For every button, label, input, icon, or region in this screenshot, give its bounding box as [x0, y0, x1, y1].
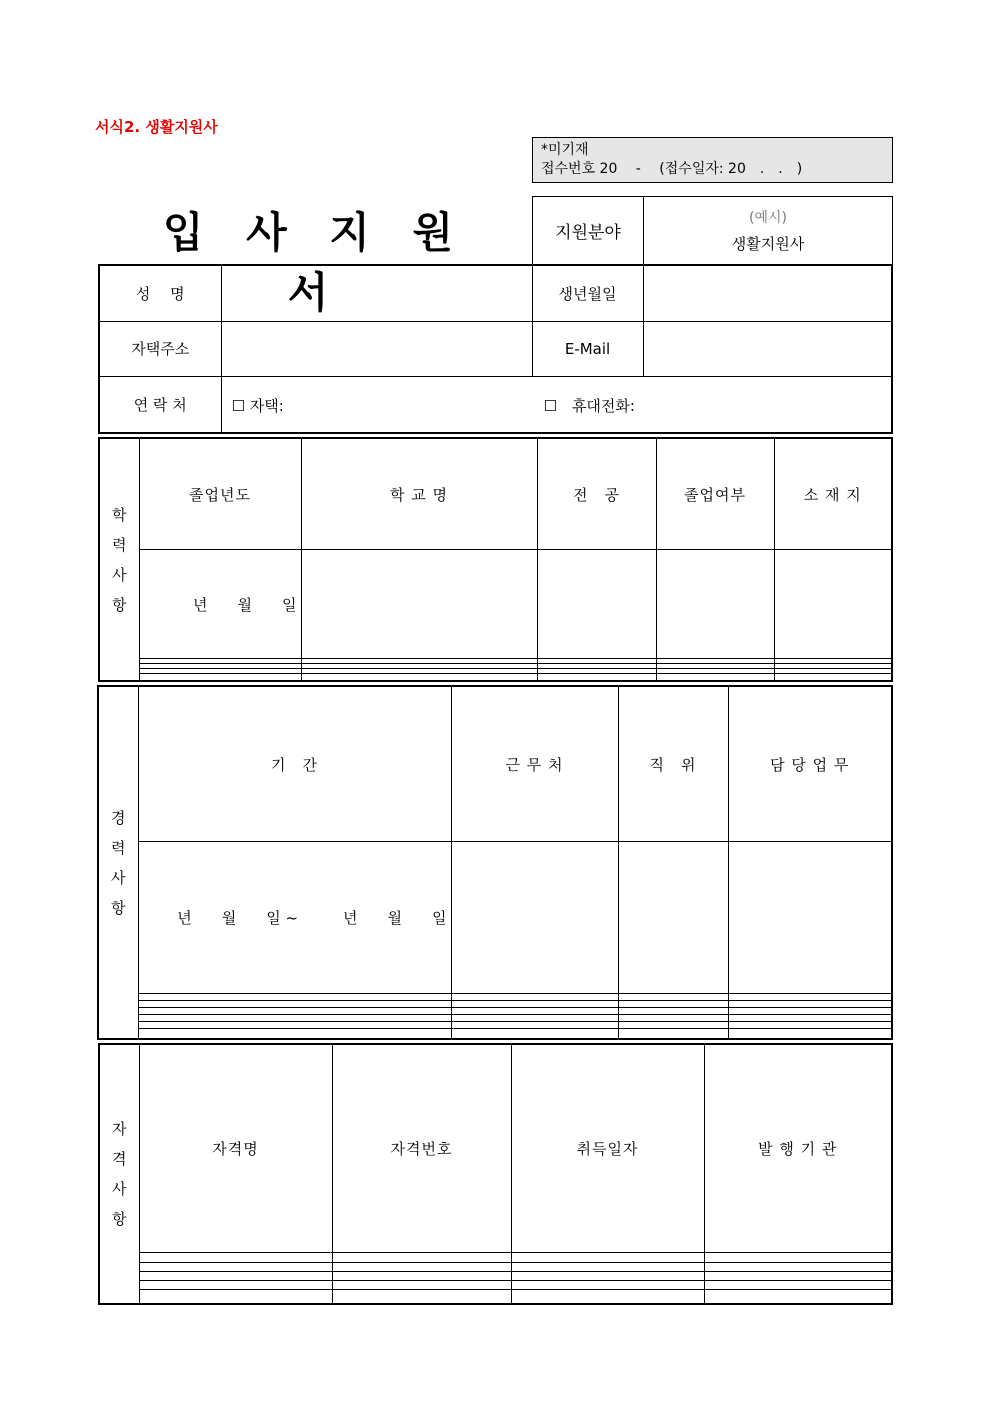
- table-cell[interactable]: [511, 1290, 704, 1304]
- table-cell[interactable]: [139, 1281, 332, 1290]
- side-label-char: 자: [112, 1120, 127, 1138]
- address-label: 자택주소: [99, 321, 221, 376]
- table-cell[interactable]: [451, 1029, 618, 1040]
- column-header: 기 간: [138, 686, 451, 842]
- apply-field-table: [532, 196, 893, 265]
- side-label-char: 사: [112, 565, 127, 584]
- table-cell[interactable]: [704, 1271, 892, 1280]
- table-cell[interactable]: [511, 1271, 704, 1280]
- email-field[interactable]: [643, 321, 892, 376]
- receipt-box: [532, 137, 893, 183]
- table-row: [98, 1015, 892, 1022]
- table-cell[interactable]: [138, 1029, 451, 1040]
- column-header: 자격번호: [332, 1044, 511, 1253]
- date-hint: 년 월 일: [193, 595, 297, 614]
- table-cell[interactable]: [704, 1262, 892, 1271]
- table-cell[interactable]: [656, 673, 774, 681]
- name-label: 성 명: [99, 265, 221, 321]
- side-label-char: 사: [111, 868, 126, 887]
- table-cell[interactable]: [774, 673, 892, 681]
- table-cell[interactable]: [139, 1253, 332, 1262]
- header-row: [99, 1044, 892, 1253]
- table-cell[interactable]: [332, 1290, 511, 1304]
- section-side-label: [99, 438, 139, 681]
- contact-field[interactable]: [221, 377, 892, 433]
- column-header: 근 무 처: [451, 686, 618, 842]
- personal-info-table: [98, 264, 893, 434]
- apply-field-value: 생활지원사: [731, 235, 805, 253]
- table-cell[interactable]: [618, 1008, 728, 1015]
- side-label-char: 력: [111, 838, 126, 857]
- table-row: [99, 550, 892, 659]
- table-cell[interactable]: [138, 1015, 451, 1022]
- table-cell[interactable]: [332, 1281, 511, 1290]
- table-cell[interactable]: [728, 1022, 892, 1029]
- table-cell[interactable]: [451, 1015, 618, 1022]
- receipt-number: 접수번호 20 - (접수일자: 20 . . ): [541, 161, 803, 177]
- table-row: [98, 1029, 892, 1040]
- table-cell[interactable]: [728, 1015, 892, 1022]
- receipt-note: *미기재: [541, 142, 589, 158]
- table-cell[interactable]: [618, 842, 728, 994]
- date-hint: 년 월 일 ~ 년 월 일: [177, 909, 447, 928]
- column-header: 소 재 지: [774, 438, 892, 550]
- table-row: [98, 994, 892, 1001]
- table-cell[interactable]: [138, 1008, 451, 1015]
- table-row: [99, 1253, 892, 1262]
- table-cell[interactable]: [139, 550, 301, 659]
- form-label: 서식2. 생활지원사: [95, 118, 218, 136]
- table-cell[interactable]: [704, 1281, 892, 1290]
- table-cell[interactable]: [451, 994, 618, 1001]
- table-cell[interactable]: [138, 842, 451, 994]
- table-cell[interactable]: [332, 1271, 511, 1280]
- address-field[interactable]: [221, 321, 532, 376]
- side-label-char: 항: [112, 1210, 127, 1228]
- table-cell[interactable]: [728, 1029, 892, 1040]
- column-header: 졸업년도: [139, 438, 301, 550]
- table-cell[interactable]: [301, 673, 537, 681]
- contact-label: 연 락 처: [99, 377, 221, 433]
- table-cell[interactable]: [511, 1253, 704, 1262]
- education-table: [98, 437, 893, 682]
- column-header: 발 행 기 관: [704, 1044, 892, 1253]
- birth-label: 생년월일: [532, 265, 643, 321]
- table-cell[interactable]: [138, 994, 451, 1001]
- column-header: 학 교 명: [301, 438, 537, 550]
- section-side-label: [99, 1044, 139, 1304]
- table-row: [98, 1001, 892, 1008]
- table-cell[interactable]: [511, 1281, 704, 1290]
- table-row: [98, 1022, 892, 1029]
- table-cell[interactable]: [728, 842, 892, 994]
- table-cell[interactable]: [332, 1262, 511, 1271]
- table-cell[interactable]: [537, 550, 656, 659]
- table-cell[interactable]: [774, 550, 892, 659]
- table-cell[interactable]: [451, 1022, 618, 1029]
- table-row: [99, 673, 892, 681]
- table-cell[interactable]: [618, 1029, 728, 1040]
- table-cell[interactable]: [138, 1022, 451, 1029]
- side-label-char: 항: [111, 898, 126, 917]
- table-cell[interactable]: [656, 550, 774, 659]
- header-row: [98, 686, 892, 842]
- column-header: 직 위: [618, 686, 728, 842]
- table-cell[interactable]: [728, 1001, 892, 1008]
- table-row: [99, 1262, 892, 1271]
- column-header: 담 당 업 무: [728, 686, 892, 842]
- column-header: 전 공: [537, 438, 656, 550]
- table-cell[interactable]: [618, 1015, 728, 1022]
- header-row: [99, 438, 892, 550]
- column-header: 졸업여부: [656, 438, 774, 550]
- certificates-table: [98, 1043, 893, 1305]
- column-header: 취득일자: [511, 1044, 704, 1253]
- table-cell[interactable]: [451, 842, 618, 994]
- apply-field-example: (예시): [749, 210, 787, 226]
- column-header: 자격명: [139, 1044, 332, 1253]
- table-cell[interactable]: [139, 1262, 332, 1271]
- table-cell[interactable]: [704, 1253, 892, 1262]
- table-cell[interactable]: [139, 1271, 332, 1280]
- career-table: [97, 685, 893, 1040]
- table-cell[interactable]: [138, 1001, 451, 1008]
- birth-field[interactable]: [643, 265, 892, 321]
- table-row: [98, 1008, 892, 1015]
- side-label-char: 항: [112, 595, 127, 614]
- apply-field-label: 지원분야: [533, 197, 644, 265]
- table-cell[interactable]: [301, 550, 537, 659]
- table-cell[interactable]: [511, 1262, 704, 1271]
- table-cell[interactable]: [728, 1008, 892, 1015]
- table-cell[interactable]: [728, 994, 892, 1001]
- table-cell[interactable]: [618, 994, 728, 1001]
- table-cell[interactable]: [537, 673, 656, 681]
- side-label-char: 격: [112, 1150, 127, 1168]
- side-label-char: 학: [112, 505, 127, 524]
- table-cell[interactable]: [618, 1022, 728, 1029]
- table-cell[interactable]: [451, 1001, 618, 1008]
- table-row: [99, 1290, 892, 1304]
- table-row: [98, 842, 892, 994]
- side-label-char: 력: [112, 535, 127, 554]
- email-label: E-Mail: [532, 321, 643, 376]
- name-field[interactable]: [221, 265, 532, 321]
- table-row: [99, 1281, 892, 1290]
- table-cell[interactable]: [451, 1008, 618, 1015]
- side-label-char: 경: [111, 808, 126, 827]
- table-cell[interactable]: [618, 1001, 728, 1008]
- table-cell[interactable]: [139, 673, 301, 681]
- section-side-label: [98, 686, 138, 1039]
- table-cell[interactable]: [332, 1253, 511, 1262]
- table-cell[interactable]: [139, 1290, 332, 1304]
- table-cell[interactable]: [704, 1290, 892, 1304]
- home-phone-field[interactable]: ☐ 자택:: [231, 397, 284, 416]
- mobile-phone-field[interactable]: ☐ 휴대전화:: [543, 397, 635, 416]
- side-label-char: 사: [112, 1180, 127, 1198]
- apply-field-value-cell[interactable]: [644, 197, 893, 265]
- page-title: 입 사 지 원 서: [162, 208, 468, 317]
- table-row: [99, 1271, 892, 1280]
